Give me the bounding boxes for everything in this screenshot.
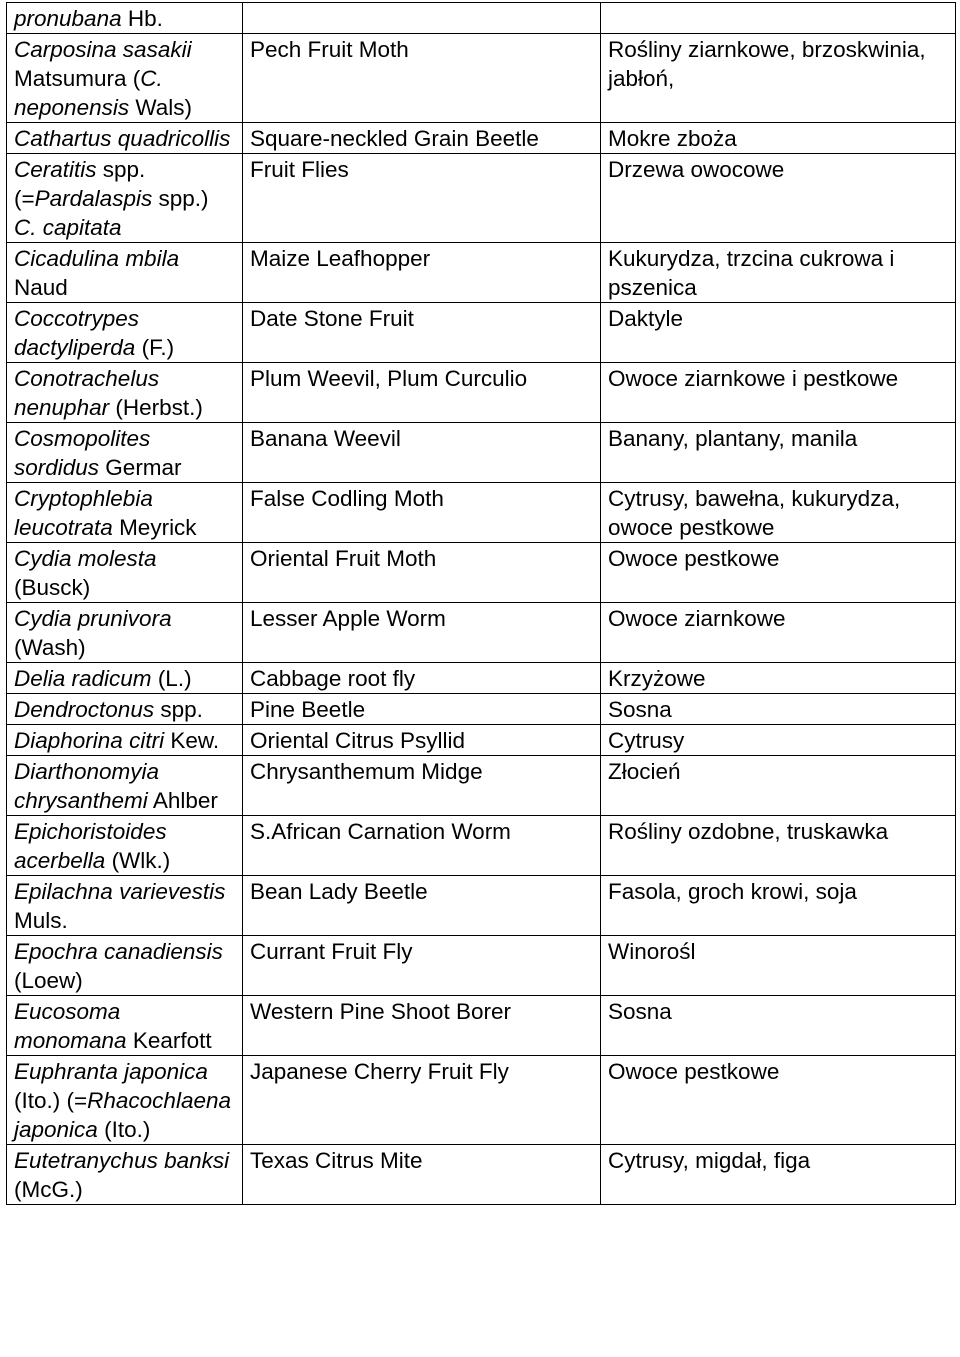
scientific-name-cell [7, 876, 243, 936]
host-plants-cell: Winorośl [601, 936, 956, 996]
scientific-name-italic: Eucosoma monomana [14, 999, 127, 1053]
scientific-name-cell [7, 243, 243, 303]
host-plants-cell: Banany, plantany, manila [601, 423, 956, 483]
scientific-name-italic: Epochra canadiensis [14, 939, 223, 964]
scientific-name-text: (Wash) [14, 635, 86, 660]
host-plants-cell: Owoce ziarnkowe [601, 603, 956, 663]
host-plants-cell: Sosna [601, 996, 956, 1056]
table-row [7, 603, 956, 663]
scientific-name-text: (McG.) [14, 1177, 83, 1202]
host-plants-cell: Daktyle [601, 303, 956, 363]
host-plants-cell: Cytrusy, migdał, figa [601, 1145, 956, 1205]
common-name-cell: Cabbage root fly [243, 663, 601, 694]
scientific-name-text: Hb. [121, 6, 163, 31]
scientific-name-text: Matsumura ( [14, 66, 141, 91]
common-name-cell [243, 3, 601, 34]
common-name-cell: Western Pine Shoot Borer [243, 996, 601, 1056]
scientific-name-cell [7, 756, 243, 816]
table-row [7, 123, 956, 154]
common-name-cell: Fruit Flies [243, 154, 601, 243]
common-name-cell: Chrysanthemum Midge [243, 756, 601, 816]
host-plants-cell: Owoce pestkowe [601, 543, 956, 603]
common-name-cell: Oriental Fruit Moth [243, 543, 601, 603]
table-row [7, 663, 956, 694]
host-plants-cell: Krzyżowe [601, 663, 956, 694]
common-name-cell: Plum Weevil, Plum Curculio [243, 363, 601, 423]
scientific-name-cell [7, 725, 243, 756]
scientific-name-text: spp.) [152, 186, 209, 211]
scientific-name-cell [7, 154, 243, 243]
scientific-name-cell [7, 603, 243, 663]
table-row [7, 483, 956, 543]
table-row [7, 363, 956, 423]
host-plants-cell: Sosna [601, 694, 956, 725]
scientific-name-text: Kearfott [126, 1028, 212, 1053]
pest-table-body [7, 3, 956, 1205]
table-row [7, 694, 956, 725]
scientific-name-text: Meyrick [112, 515, 197, 540]
scientific-name-cell [7, 303, 243, 363]
scientific-name-text: Muls. [14, 908, 68, 933]
scientific-name-text: Germar [99, 455, 182, 480]
scientific-name-text: (Loew) [14, 968, 83, 993]
table-row [7, 3, 956, 34]
scientific-name-cell [7, 663, 243, 694]
table-row [7, 725, 956, 756]
scientific-name-text: (Ito.) [97, 1117, 151, 1142]
host-plants-cell: Mokre zboża [601, 123, 956, 154]
scientific-name-text: Ahlber [147, 788, 218, 813]
scientific-name-italic: Cydia molesta [14, 546, 157, 571]
scientific-name-italic: Euphranta japonica [14, 1059, 208, 1084]
common-name-cell: Currant Fruit Fly [243, 936, 601, 996]
scientific-name-text: Naud [14, 275, 68, 300]
common-name-cell: S.African Carnation Worm [243, 816, 601, 876]
common-name-cell: Pine Beetle [243, 694, 601, 725]
scientific-name-cell [7, 34, 243, 123]
table-row [7, 543, 956, 603]
scientific-name-cell [7, 423, 243, 483]
scientific-name-text: (Wlk.) [105, 848, 171, 873]
scientific-name-text: spp. (= [14, 157, 146, 211]
scientific-name-italic: Conotrachelus nenuphar [14, 366, 160, 420]
table-row [7, 816, 956, 876]
host-plants-cell: Kukurydza, trzcina cukrowa i pszenica [601, 243, 956, 303]
common-name-cell: Lesser Apple Worm [243, 603, 601, 663]
scientific-name-italic: Ceratitis [14, 157, 97, 182]
common-name-cell: False Codling Moth [243, 483, 601, 543]
host-plants-cell: Drzewa owocowe [601, 154, 956, 243]
host-plants-cell: Cytrusy [601, 725, 956, 756]
scientific-name-cell [7, 996, 243, 1056]
scientific-name-text: (Busck) [14, 575, 91, 600]
scientific-name-cell [7, 694, 243, 725]
common-name-cell: Pech Fruit Moth [243, 34, 601, 123]
scientific-name-italic: Cicadulina mbila [14, 246, 180, 271]
host-plants-cell: Fasola, groch krowi, soja [601, 876, 956, 936]
host-plants-cell [601, 3, 956, 34]
scientific-name-italic: Dendroctonus [14, 697, 155, 722]
table-row [7, 1056, 956, 1145]
table-row [7, 303, 956, 363]
scientific-name-cell [7, 1056, 243, 1145]
scientific-name-cell [7, 483, 243, 543]
common-name-cell: Texas Citrus Mite [243, 1145, 601, 1205]
common-name-cell: Date Stone Fruit [243, 303, 601, 363]
table-row [7, 936, 956, 996]
scientific-name-text: Kew. [164, 728, 220, 753]
common-name-cell: Bean Lady Beetle [243, 876, 601, 936]
scientific-name-italic: Eutetranychus banksi [14, 1148, 230, 1173]
table-row [7, 1145, 956, 1205]
scientific-name-text: (Ito.) (= [14, 1088, 88, 1113]
host-plants-cell: Cytrusy, bawełna, kukurydza, owoce pestkowe [601, 483, 956, 543]
scientific-name-italic: Cydia prunivora [14, 606, 172, 631]
host-plants-cell: Rośliny ziarnkowe, brzoskwinia, jabłoń, [601, 34, 956, 123]
scientific-name-italic: Rhacochlaena japonica [14, 1088, 231, 1142]
scientific-name-text: (L.) [151, 666, 192, 691]
host-plants-cell: Owoce pestkowe [601, 1056, 956, 1145]
scientific-name-italic: Pardalaspis [34, 186, 153, 211]
scientific-name-cell [7, 543, 243, 603]
common-name-cell: Japanese Cherry Fruit Fly [243, 1056, 601, 1145]
scientific-name-italic: Coccotrypes dactyliperda [14, 306, 140, 360]
host-plants-cell: Złocień [601, 756, 956, 816]
scientific-name-italic: Cathartus quadricollis [14, 126, 231, 151]
scientific-name-italic: Cryptophlebia leucotrata [14, 486, 153, 540]
table-row [7, 423, 956, 483]
scientific-name-italic: C. neponensis [14, 66, 163, 120]
scientific-name-italic: Diaphorina citri [14, 728, 165, 753]
table-row [7, 996, 956, 1056]
scientific-name-italic: Diarthonomyia chrysanthemi [14, 759, 160, 813]
table-row [7, 154, 956, 243]
scientific-name-italic: Epichoristoides acerbella [14, 819, 167, 873]
scientific-name-italic: Delia radicum [14, 666, 152, 691]
table-row [7, 34, 956, 123]
common-name-cell: Maize Leafhopper [243, 243, 601, 303]
table-row [7, 243, 956, 303]
scientific-name-cell [7, 936, 243, 996]
scientific-name-cell [7, 1145, 243, 1205]
host-plants-cell: Rośliny ozdobne, truskawka [601, 816, 956, 876]
scientific-name-italic: pronubana [14, 6, 122, 31]
scientific-name-italic: C. capitata [14, 215, 122, 240]
scientific-name-italic: Carposina sasakii [14, 37, 192, 62]
common-name-cell: Oriental Citrus Psyllid [243, 725, 601, 756]
scientific-name-cell [7, 123, 243, 154]
scientific-name-italic: Epilachna varievestis [14, 879, 226, 904]
scientific-name-cell [7, 816, 243, 876]
common-name-cell: Square-neckled Grain Beetle [243, 123, 601, 154]
scientific-name-text: spp. [154, 697, 203, 722]
table-row [7, 876, 956, 936]
table-row [7, 756, 956, 816]
host-plants-cell: Owoce ziarnkowe i pestkowe [601, 363, 956, 423]
scientific-name-cell [7, 363, 243, 423]
scientific-name-text: (F.) [135, 335, 175, 360]
scientific-name-cell [7, 3, 243, 34]
pest-table [6, 2, 956, 1205]
scientific-name-text: (Herbst.) [109, 395, 203, 420]
scientific-name-text: Wals) [129, 95, 193, 120]
common-name-cell: Banana Weevil [243, 423, 601, 483]
scientific-name-italic: Cosmopolites sordidus [14, 426, 151, 480]
